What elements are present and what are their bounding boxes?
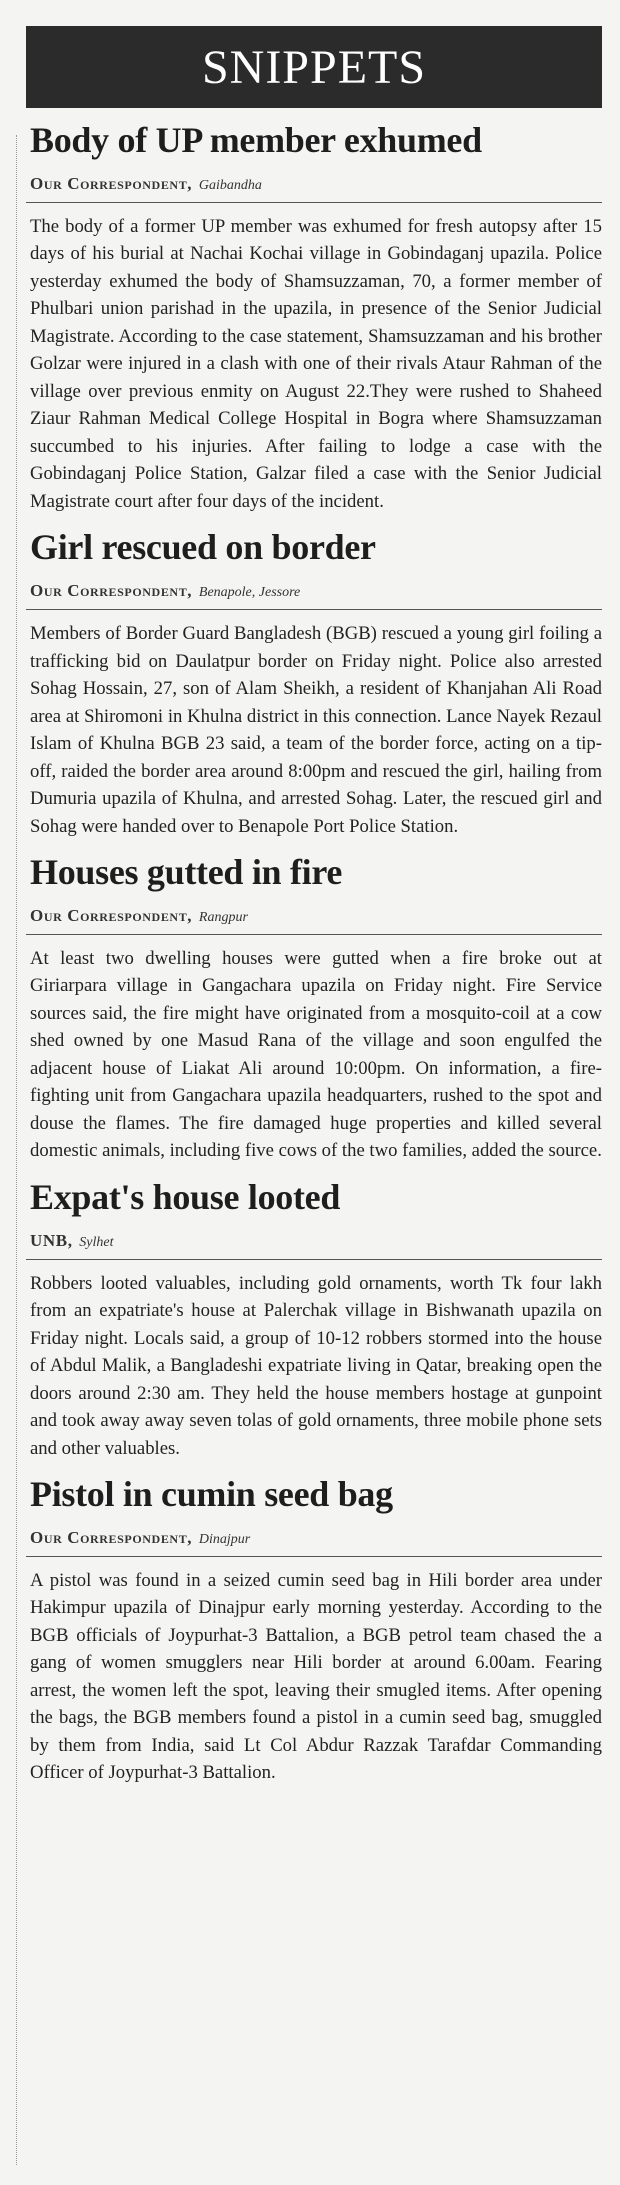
- story-3: [26, 854, 602, 1165]
- story-headline: Pistol in cumin seed bag: [30, 1474, 393, 1515]
- story-body: Robbers looted valuables, including gold ornaments, worth Tk four lakh from an expatriate's house at Palerchak village in Bishwanath upazila on Friday night. Locals said, a group of 10-12 robbers stormed into the house of Abdul Malik, a Bangladeshi expatriate living in Qatar, breaking open the doors around 2:30 am. They held the house members hostage at gunpoint and took away away seven tolas of gold ornaments, three mobile phone sets and other valuables.: [30, 1272, 602, 1459]
- byline-place: Rangpur: [198, 909, 248, 925]
- story-byline: [30, 581, 602, 601]
- byline-correspondent: Our Correspondent,: [30, 905, 193, 925]
- story-body: At least two dwelling houses were gutted when a fire broke out at Giriarpara village in Gangachara upazila on Friday night. Fire Service sources said, the fire might have originated from a mosquito-coil at a cow shed owned by one Masud Rana of the village and soon engulfed the adjacent house of Liakat Ali around 10:00pm. On information, a fire-fighting unit from Gangachara upazila headquarters, rushed to the spot and douse the flames. The fire damaged huge properties and killed several domestic animals, including five cows of the two families, added the source.: [30, 947, 602, 1162]
- story-headline: Houses gutted in fire: [30, 852, 343, 893]
- byline-correspondent: Our Correspondent,: [30, 173, 193, 193]
- story-body: A pistol was found in a seized cumin seed bag in Hili border area under Hakimpur upazila of Dinajpur early morning yesterday. According to the BGB officials of Joypurhat-3 Battalion, a BGB petrol team chased the a gang of women smugglers near Hili border at around 6.00am. Fearing arrest, the women left the spot, leaving their smugled items. After opening the bags, the BGB members found a pistol in a cumin seed bag, smuggled by them from India, said Lt Col Abdur Razzak Tarafdar Commanding Officer of Joypurhat-3 Battalion.: [30, 1569, 602, 1784]
- story-byline: [30, 1528, 602, 1548]
- story-4: [26, 1176, 602, 1462]
- story-headline: Expat's house looted: [30, 1176, 341, 1217]
- byline-place: Gaibandha: [198, 177, 262, 193]
- byline-place: Dinajpur: [198, 1531, 251, 1547]
- story-1: [26, 122, 602, 515]
- byline-divider: [26, 1556, 602, 1557]
- byline-correspondent: UNB,: [30, 1230, 73, 1250]
- story-5: [26, 1476, 602, 1787]
- byline-divider: [26, 202, 602, 203]
- byline-place: Benapole, Jessore: [198, 585, 301, 601]
- byline-divider: [26, 609, 602, 610]
- byline-correspondent: Our Correspondent,: [30, 581, 193, 601]
- story-headline: Body of UP member exhumed: [30, 120, 482, 160]
- story-byline: [30, 906, 602, 926]
- story-byline: [30, 174, 602, 194]
- byline-correspondent: Our Correspondent,: [30, 1527, 193, 1547]
- story-2: [26, 529, 602, 840]
- column-rule: [16, 135, 18, 2165]
- section-title: SNIPPETS: [201, 40, 427, 94]
- story-body: The body of a former UP member was exhumed for fresh autopsy after 15 days of his burial at Nachai Kochai village in Gobindaganj upazila. Police yesterday exhumed the body of Shamsuzzaman, 70, a former member of Phulbari union parishad in the upazila, in presence of the Senior Judicial Magistrate. According to the case statement, Shamsuzzaman and his brother Golzar were injured in a clash with one of their rivals Ataur Rahman of the village over previous enmity on August 22.They were rushed to Shaheed Ziaur Rahman Medical College Hospital in Bogra where Shamsuzzaman succumbed to his injuries. After failing to lodge a case with the Gobindaganj Police Station, Galzar filed a case with the Senior Judicial Magistrate court after four days of the incident.: [30, 215, 602, 512]
- byline-place: Sylhet: [79, 1234, 114, 1250]
- byline-divider: [26, 934, 602, 935]
- story-headline: Girl rescued on border: [30, 527, 376, 568]
- story-body: Members of Border Guard Bangladesh (BGB) rescued a young girl foiling a trafficking bid on Daulatpur border on Friday night. Police also arrested Sohag Hossain, 27, son of Alam Sheikh, a resident of Khanjahan Ali Road area at Shiromoni in Khulna district in this connection. Lance Nayek Rezaul Islam of Khulna BGB 23 said, a team of the border force, acting on a tip-off, raided the border area around 8:00pm and rescued the girl, hailing from Dumuria upazila of Khulna, and arrested Sohag. Later, the rescued girl and Sohag were handed over to Benapole Port Police Station.: [30, 623, 602, 837]
- story-byline: [30, 1231, 602, 1251]
- section-banner: [26, 26, 602, 108]
- byline-divider: [26, 1259, 602, 1260]
